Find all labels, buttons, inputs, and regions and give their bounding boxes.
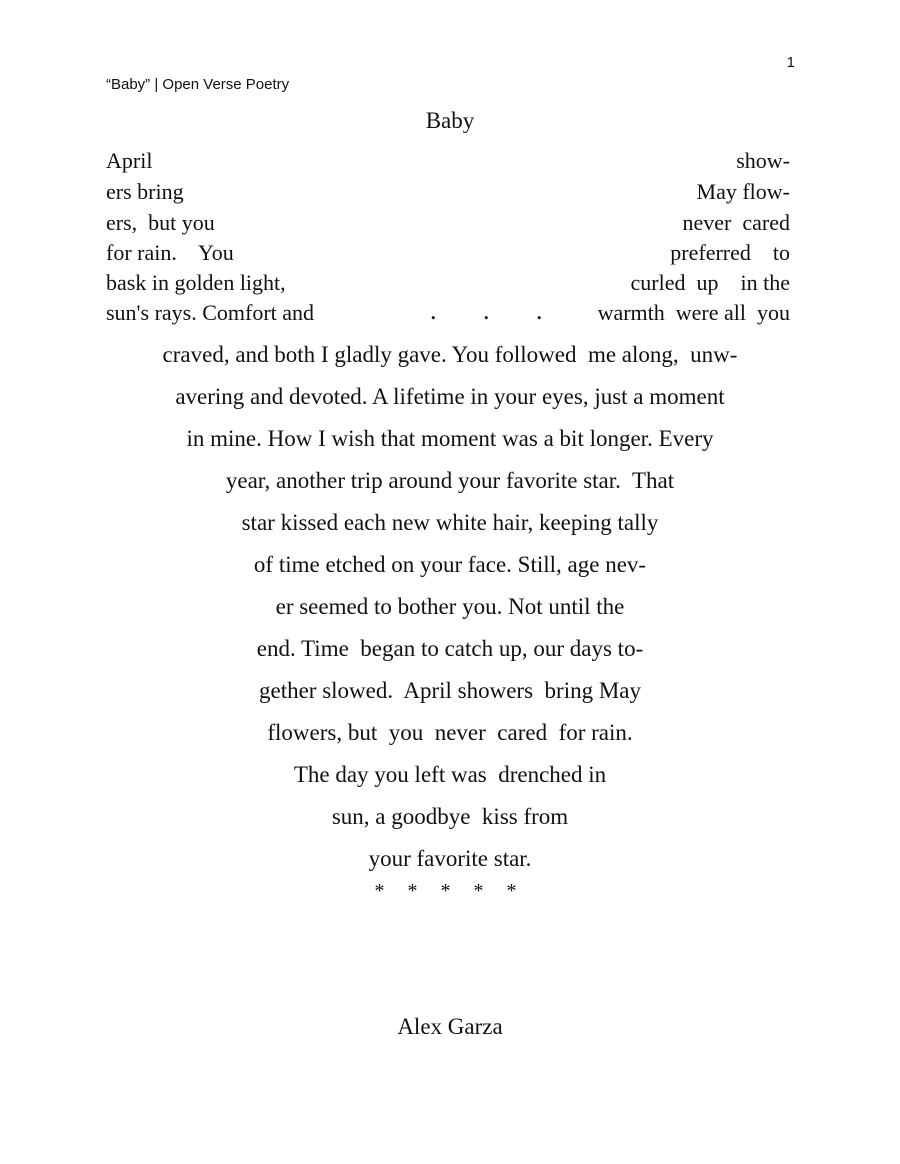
running-header: “Baby” | Open Verse Poetry: [106, 76, 290, 93]
split-line-right: warmth were all you: [597, 300, 790, 325]
poem-line: in mine. How I wish that moment was a bit longer. Every: [186, 426, 714, 451]
split-line-left: sun's rays. Comfort and: [106, 300, 315, 325]
split-line-right: curled up in the: [630, 270, 790, 295]
split-line-left: ers, but you: [106, 210, 215, 235]
poem-line: of time etched on your face. Still, age nev-: [253, 552, 647, 577]
section-end-marker: * * * * *: [374, 880, 526, 902]
split-line-left: April: [106, 148, 153, 173]
poem-split-line-2: [106, 179, 790, 209]
author-name: Alex Garza: [397, 1014, 503, 1039]
poem-title: Baby: [425, 108, 475, 133]
poem-split-line-1: [106, 148, 790, 178]
page-number: 1: [786, 54, 795, 71]
poem-split-line-3: [106, 210, 790, 240]
split-line-left: ers bring: [106, 179, 184, 204]
poem-line: gether slowed. April showers bring May: [259, 678, 641, 703]
poem-line: The day you left was drenched in: [293, 762, 607, 787]
poem-line: star kissed each new white hair, keeping tally: [241, 510, 659, 535]
poem-line: year, another trip around your favorite star. That: [225, 468, 675, 493]
split-line-right: preferred to: [670, 240, 790, 265]
poem-line: your favorite star.: [368, 846, 532, 871]
poem-line: sun, a goodbye kiss from: [331, 804, 569, 829]
poem-line: flowers, but you never cared for rain.: [267, 720, 633, 745]
ellipsis-dots: . . .: [430, 296, 563, 325]
poem-line: craved, and both I gladly gave. You followed me along, unw-: [162, 342, 738, 367]
split-line-left: bask in golden light,: [106, 270, 286, 295]
split-line-right: show-: [736, 148, 790, 173]
poem-line: end. Time began to catch up, our days to-: [256, 636, 644, 661]
split-line-right: May flow-: [696, 179, 790, 204]
poem-line: avering and devoted. A lifetime in your eyes, just a moment: [175, 384, 725, 409]
split-line-left: for rain. You: [106, 240, 234, 265]
split-line-right: never cared: [682, 210, 790, 235]
poem-split-line-4: [106, 240, 790, 270]
poem-line: er seemed to bother you. Not until the: [275, 594, 625, 619]
poem-split-line-6: [106, 296, 790, 330]
